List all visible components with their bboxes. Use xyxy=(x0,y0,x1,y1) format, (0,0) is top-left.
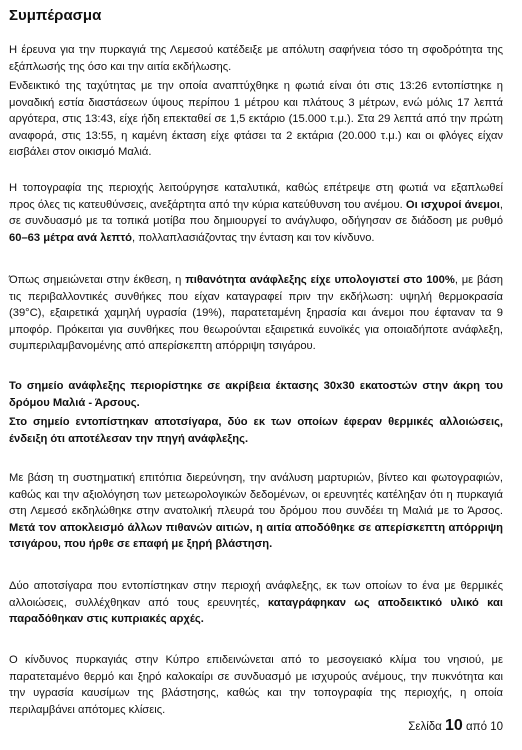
paragraph-ignition-point: Το σημείο ανάφλεξης περιορίστηκε σε ακρίβεια έκτασης 30x30 εκατοστών στην άκρη του δρόμου Μαλιά - Άρσους. xyxy=(9,380,503,409)
paragraph-spread-speed: Ενδεικτικό της ταχύτητας με την οποία αναπτύχθηκε η φωτιά είναι ότι στις 13:26 εντοπίστηκε η μοναδική εστία διαστάσεων ύψους περίπου 1 μέτρου και πλάτους 3 μέτρων, ενώ μόλις 17 λεπτά αργότερα, στις 13:43, είχε ήδη επεκταθεί σε 1,5 εκτάριο (15.000 τ.μ.). Στα 29 λεπτά από την πρώτη αναφορά, στις 13:55, η καμένη έκταση είχε φτάσει τα 2 εκτάρια (20.000 τ.μ.) και οι φλόγες είχαν εισβάλει στον οικισμό Μαλιά. xyxy=(9,80,503,159)
probability-highlight: πιθανότητα ανάφλεξης είχε υπολογιστεί στο 100% xyxy=(185,274,455,286)
evidence-highlight: καταγράφηκαν ως αποδεικτικό υλικό και παραδόθηκαν στις κυπριακές αρχές. xyxy=(9,596,503,626)
spread-rate-highlight: 60–63 μέτρα ανά λεπτό xyxy=(9,231,133,244)
paragraph-cigarette-butts: Στο σημείο εντοπίστηκαν αποτσίγαρα, δύο εκ των οποίων έφεραν θερμικές αλλοιώσεις, ένδειξη ότι αποτέλεσαν την πηγή ανάφλεξης. xyxy=(9,416,503,445)
paragraph-ignition-probability: Όπως σημειώνεται στην έκθεση, η πιθανότητα ανάφλεξης είχε υπολογιστεί στο 100%, με βάση τις περιβαλλοντικές συνθήκες που είχαν καταγραφεί πριν την εκδήλωση: υψηλή θερμοκρασία (39°C), εξαιρετικά χαμηλή υγρασία (19%), παρατεταμένη ξηρασία και άνεμοι που έφταναν τα 9 μποφόρ. Πρόκειται για συνθήκες που θεωρούνται εξαιρετικά ευνοϊκές για οποιαδήποτε ανάφλεξη, συμπεριλαμβανομένης από απερίσκεπτη απόρριψη τσιγάρου. xyxy=(9,274,504,353)
paragraph-intro: Η έρευνα για την πυρκαγιά της Λεμεσού κατέδειξε με απόλυτη σαφήνεια τόσο τη σφοδρότητα της εξάπλωσής της όσο και την αιτία εκδήλωσης. xyxy=(9,44,503,73)
strong-winds-highlight: Οι ισχυροί άνεμοι xyxy=(405,198,500,211)
paragraph-investigation-conclusion: Με βάση τη συστηματική επιτόπια διερεύνηση, την ανάλυση μαρτυριών, βίντεο και φωτογραφιών, καθώς και την αξιολόγηση των μετεωρολογικών δεδομένων, οι ερευνητές κατέληξαν ότι η πυρκαγιά στη Λεμεσό εκδηλώθηκε στην ανατολική πλευρά του δρόμου που συνδέει τη Μαλιά με το Άρσος. Μετά τον αποκλεισμό άλλων πιθανών αιτιών, η αιτία αποδόθηκε σε απερίσκεπτη απόρριψη τσιγάρου, που ήρθε σε επαφή με ξηρή βλάστηση. xyxy=(9,472,503,551)
page-number: Σελίδα 10 από 10 xyxy=(408,717,503,734)
paragraph-topography: Η τοπογραφία της περιοχής λειτούργησε καταλυτικά, καθώς επέτρεψε στη φωτιά να εξαπλωθεί προς όλες τις κατευθύνσεις, ανεξάρτητα από την κύρια κατεύθυνση του ανέμου. Οι ισχυροί άνεμοι, σε συνδυασμό με τα τοπικά μοτίβα που δημιουργεί το ανάγλυφο, οδήγησαν σε διάδοση με ρυθμό 60–63 μέτρα ανά λεπτό, πολλαπλασιάζοντας την ένταση και τον κίνδυνο. xyxy=(9,182,503,244)
paragraph-evidence: Δύο αποτσίγαρα που εντοπίστηκαν στην περιοχή ανάφλεξης, εκ των οποίων το ένα με θερμικές αλλοιώσεις, συλλέχθηκαν από τους ερευνητές, καταγράφηκαν ως αποδεικτικό υλικό και παραδόθηκαν στις κυπριακές αρχές. xyxy=(9,580,503,626)
cause-highlight: Μετά τον αποκλεισμό άλλων πιθανών αιτιών, η αιτία αποδόθηκε σε απερίσκεπτη απόρριψη τσιγάρου, που ήρθε σε επαφή με ξηρή βλάστηση. xyxy=(9,521,503,551)
paragraph-fire-risk-cyprus: Ο κίνδυνος πυρκαγιάς στην Κύπρο επιδεινώνεται από το μεσογειακό κλίμα του νησιού, με παρατεταμένο θερμό και ξηρό καλοκαίρι σε συνδυασμό με ισχυρούς ανέμους, την πυκνότητα και την υγρασία καυσίμων της βλάστησης, καθώς και την τοπογραφία της περιοχής, η οποία περιλαμβάνει απότομες κλίσεις. xyxy=(9,654,503,716)
section-title: Συμπέρασμα xyxy=(9,7,102,24)
